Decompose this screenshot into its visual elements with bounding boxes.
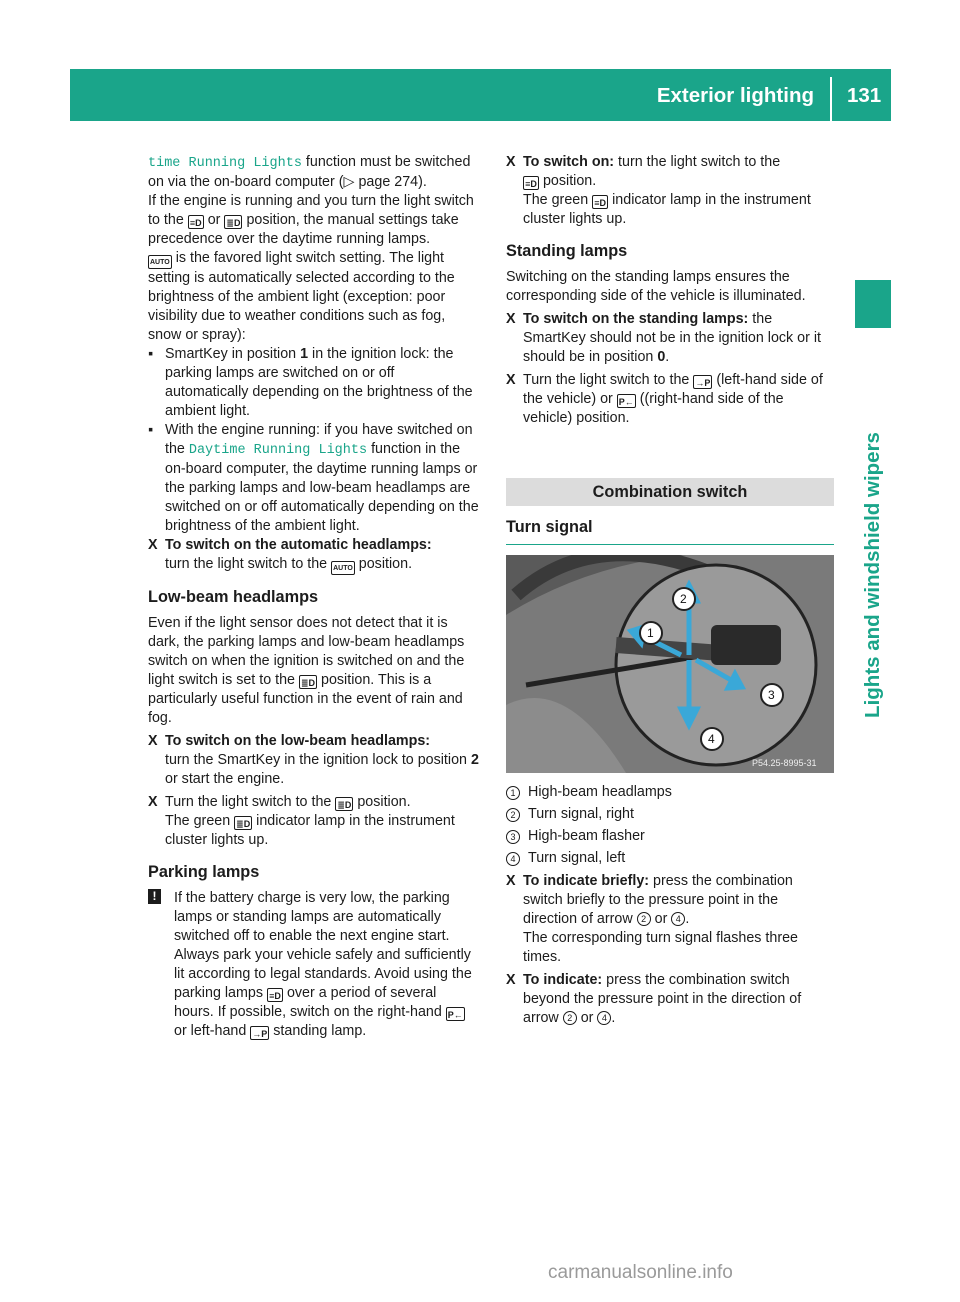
step-arrow-icon: X [506, 372, 516, 388]
low-beam-icon: ≣D [335, 797, 353, 811]
side-tab-marker [855, 280, 891, 328]
paragraph: Even if the light sensor does not detect that it is dark, the parking lamps and low-beam headlamps switch on when the ignition is switched on and the light switch is set to the ≣D position. This is a particularly useful function in the event of rain and fog. [148, 615, 465, 726]
bullet-icon: ▪ [148, 346, 154, 362]
step-arrow-icon: X [506, 972, 516, 988]
callout-3: 3 [768, 688, 775, 702]
paragraph: Switching on the standing lamps ensures the corresponding side of the vehicle is illuminated. [506, 269, 806, 304]
instruction-step: X To switch on: turn the light switch to the ≡D position. The green ≡D indicator lamp in the instrument cluster lights up. [506, 154, 811, 227]
instruction-step: X Turn the light switch to the →P (left-hand side of the vehicle) or P← ((right-hand side of the vehicle) position. [506, 372, 823, 426]
right-standing-lamp-icon: P← [446, 1007, 465, 1021]
step-arrow-icon: X [506, 154, 516, 170]
display-message: time Running Lights [148, 156, 302, 171]
instruction-step: X To switch on the automatic headlamps: turn the light switch to the AUTO position. [148, 536, 480, 575]
section-heading: Parking lamps [148, 863, 260, 881]
callout-4: 4 [708, 732, 715, 746]
step-arrow-icon: X [148, 537, 158, 553]
parking-lamps-icon: ≡D [188, 215, 204, 229]
paragraph: time Running Lights function must be switched on via the on-board computer (▷ page 274). [148, 154, 471, 190]
legend-item: 4 Turn signal, left [506, 849, 834, 868]
display-message: Daytime Running Lights [188, 443, 368, 458]
side-chapter-label: Lights and windshield wipers [861, 432, 884, 718]
parking-lamps-icon: ≡D [523, 176, 539, 190]
figure-illustration [506, 555, 834, 773]
low-beam-icon: ≣D [299, 675, 317, 689]
step-arrow-icon: X [148, 794, 158, 810]
left-column [148, 153, 480, 1041]
heading-rule [506, 544, 834, 545]
page-number: 131 [847, 84, 882, 107]
auto-icon: AUTO [331, 561, 355, 575]
legend-item: 1 High-beam headlamps [506, 783, 834, 802]
step-arrow-icon: X [506, 873, 516, 889]
parking-lamps-icon: ≡D [592, 195, 608, 209]
section-heading: Turn signal [506, 518, 593, 536]
instruction-step: X Turn the light switch to the ≣D position. The green ≣D indicator lamp in the instrument cluster lights up. [148, 794, 455, 848]
header-bar [70, 69, 891, 121]
section-heading: Standing lamps [506, 242, 628, 260]
paragraph: If the engine is running and you turn the light switch to the ≡D or ≣D position, the manual settings take precedence over the daytime running lamps. [148, 193, 474, 247]
bullet-item: ▪ With the engine running: if you have switched on the Daytime Running Lights function in the on-board computer, the daytime running lamps or the parking lamps and low-beam headlamps are switched on or off automatically depending on the brightness of the ambient light. [148, 422, 479, 534]
right-column [506, 153, 834, 1028]
warning-note: ! If the battery charge is very low, the parking lamps or standing lamps are automatically switched off to enable the next engine start. Always park your vehicle safely and sufficiently lit according to legal standards. Avoid using the parking lamps ≡D over a period of several hours. If possible, switch on the right-hand P← or left-hand →P standing lamp. [148, 889, 480, 1041]
legend-item: 2 Turn signal, right [506, 805, 834, 824]
instruction-step: X To switch on the standing lamps: the SmartKey should not be in the ignition lock or it should be in position 0. [506, 311, 822, 365]
left-standing-lamp-icon: →P [250, 1026, 269, 1040]
combination-switch-figure [506, 555, 834, 773]
watermark: carmanualsonline.info [548, 1262, 733, 1283]
instruction-step: X To switch on the low-beam headlamps: turn the SmartKey in the ignition lock to position 2 or start the engine. [148, 733, 479, 787]
section-heading: Low-beam headlamps [148, 588, 319, 606]
left-standing-lamp-icon: →P [693, 375, 712, 389]
bullet-icon: ▪ [148, 422, 154, 438]
auto-icon: AUTO [148, 255, 172, 269]
chapter-title: Exterior lighting [656, 84, 814, 107]
alert-icon: ! [148, 889, 161, 904]
legend-item: 3 High-beam flasher [506, 827, 834, 846]
bullet-item: ▪ SmartKey in position 1 in the ignition lock: the parking lamps are switched on or off automatically depending on the brightness of the ambient light. [148, 346, 473, 419]
header-divider [830, 77, 832, 121]
instruction-step: X To indicate: press the combination switch beyond the pressure point in the direction of arrow 2 or 4 . [506, 972, 802, 1026]
step-arrow-icon: X [148, 733, 158, 749]
low-beam-icon: ≣D [224, 215, 242, 229]
step-arrow-icon: X [506, 311, 516, 327]
right-standing-lamp-icon: P← [617, 394, 636, 408]
instruction-step: X To indicate briefly: press the combination switch briefly to the pressure point in the direction of arrow 2 or 4 . The corresponding turn signal flashes three times. [506, 873, 798, 965]
callout-2: 2 [680, 592, 687, 606]
low-beam-icon: ≣D [234, 816, 252, 830]
parking-lamps-icon: ≡D [267, 988, 283, 1002]
callout-1: 1 [647, 626, 654, 640]
figure-code: P54.25-8995-31 [752, 758, 817, 768]
paragraph: AUTO is the favored light switch setting. The light setting is automatically selected according to the brightness of the ambient light (exception: poor visibility due to weather conditions such as fog, snow or spray): [148, 250, 455, 343]
section-banner: Combination switch [506, 478, 834, 506]
